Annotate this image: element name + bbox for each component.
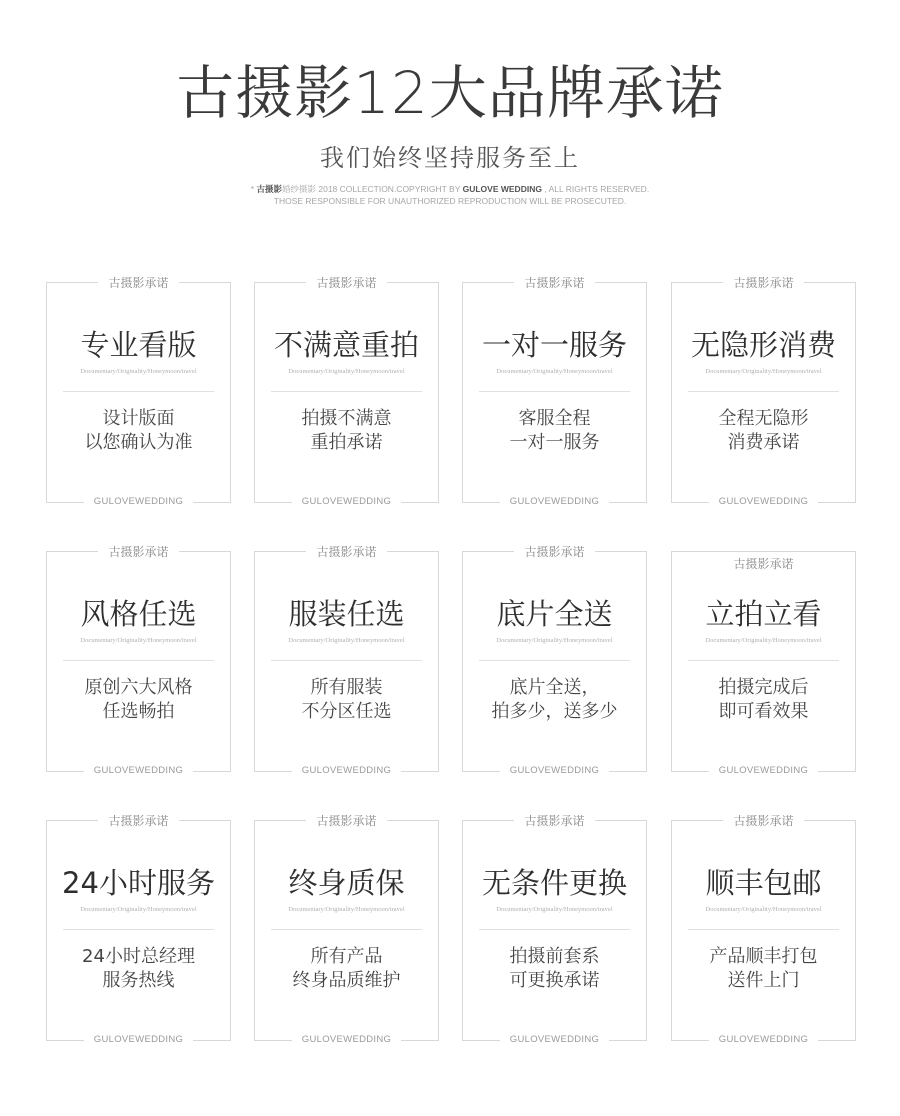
promise-card [462, 814, 647, 1045]
promise-card [671, 276, 856, 507]
card-english-tagline: Documentary/Originality/Honeymoon/travel [80, 637, 197, 644]
card-top-label: 古摄影承诺 [98, 814, 178, 828]
card-desc-line-2: 以您确认为准 [84, 432, 193, 453]
card-desc-line-1: 客服全程 [518, 408, 591, 429]
card-heading: 底片全送 [496, 597, 613, 631]
card-bottom-label: GULOVEWEDDING [500, 496, 609, 507]
card-top-label: 古摄影承诺 [723, 557, 803, 571]
card-bottom-label: GULOVEWEDDING [84, 765, 193, 776]
card-divider [688, 929, 839, 930]
card-desc-line-2: 拍多少，送多少 [491, 701, 618, 722]
card-bottom-label: GULOVEWEDDING [292, 1034, 401, 1045]
card-desc-line-1: 产品顺丰打包 [709, 946, 818, 967]
promise-card [46, 276, 231, 507]
card-desc-line-1: 拍摄前套系 [509, 946, 600, 967]
page-title: 古摄影12大品牌承诺 [176, 59, 724, 127]
card-desc-line-1: 所有服装 [310, 677, 383, 698]
card-desc-line-2: 一对一服务 [509, 432, 600, 453]
promise-card [46, 814, 231, 1045]
copyright-text-1: 婚纱摄影 2018 COLLECTION.COPYRIGHT BY [282, 184, 463, 194]
copyright-brand: 古摄影 [256, 184, 282, 194]
copyright-line-1 [0, 183, 900, 195]
promise-card [254, 814, 439, 1045]
card-desc-line-2: 任选畅拍 [102, 701, 175, 722]
card-top-label: 古摄影承诺 [514, 814, 594, 828]
card-heading: 无隐形消费 [690, 328, 836, 362]
card-english-tagline: Documentary/Originality/Honeymoon/travel [496, 906, 613, 913]
card-bottom-label: GULOVEWEDDING [500, 765, 609, 776]
card-desc-line-2: 终身品质维护 [292, 970, 401, 991]
card-desc-line-2: 重拍承诺 [310, 432, 383, 453]
card-english-tagline: Documentary/Originality/Honeymoon/travel [496, 368, 613, 375]
card-bottom-label: GULOVEWEDDING [292, 496, 401, 507]
card-heading: 无条件更换 [481, 866, 627, 900]
card-desc-line-1: 底片全送， [509, 677, 600, 698]
card-desc-line-2: 即可看效果 [718, 701, 809, 722]
card-divider [479, 660, 630, 661]
promise-card [671, 551, 856, 776]
card-desc-line-1: 所有产品 [310, 946, 383, 967]
card-divider [271, 391, 422, 392]
card-english-tagline: Documentary/Originality/Honeymoon/travel [80, 906, 197, 913]
card-heading: 不满意重拍 [273, 328, 419, 362]
card-desc-line-1: 拍摄不满意 [301, 408, 392, 429]
card-top-label: 古摄影承诺 [514, 276, 594, 290]
card-bottom-label: GULOVEWEDDING [709, 496, 818, 507]
card-top-label: 古摄影承诺 [723, 276, 803, 290]
card-bottom-label: GULOVEWEDDING [709, 1034, 818, 1045]
card-english-tagline: Documentary/Originality/Honeymoon/travel [80, 368, 197, 375]
card-bottom-label: GULOVEWEDDING [709, 765, 818, 776]
card-top-label: 古摄影承诺 [98, 545, 178, 559]
card-english-tagline: Documentary/Originality/Honeymoon/travel [705, 906, 822, 913]
card-divider [479, 391, 630, 392]
card-desc-line-1: 24小时总经理 [82, 946, 195, 967]
copyright-line-2: THOSE RESPONSIBLE FOR UNAUTHORIZED REPRODUCTION WILL BE PROSECUTED. [273, 196, 627, 206]
card-top-label: 古摄影承诺 [306, 276, 386, 290]
card-heading: 终身质保 [288, 866, 405, 900]
promise-card [462, 545, 647, 776]
card-bottom-label: GULOVEWEDDING [84, 1034, 193, 1045]
card-divider [271, 660, 422, 661]
card-bottom-label: GULOVEWEDDING [500, 1034, 609, 1045]
card-bottom-label: GULOVEWEDDING [84, 496, 193, 507]
card-divider [63, 660, 214, 661]
card-desc-line-1: 原创六大风格 [84, 677, 193, 698]
card-desc-line-2: 可更换承诺 [509, 970, 600, 991]
card-english-tagline: Documentary/Originality/Honeymoon/travel [496, 637, 613, 644]
promise-card [46, 545, 231, 776]
page-subtitle: 我们始终坚持服务至上 [320, 144, 580, 172]
card-heading: 专业看版 [80, 328, 197, 362]
promise-card [254, 545, 439, 776]
card-english-tagline: Documentary/Originality/Honeymoon/travel [705, 637, 822, 644]
card-desc-line-2: 送件上门 [727, 970, 800, 991]
card-desc-line-2: 服务热线 [102, 970, 175, 991]
card-divider [688, 391, 839, 392]
card-divider [271, 929, 422, 930]
card-divider [688, 660, 839, 661]
copyright-mark: * [250, 184, 255, 194]
promise-card [671, 814, 856, 1045]
card-english-tagline: Documentary/Originality/Honeymoon/travel [705, 368, 822, 375]
card-heading: 一对一服务 [481, 328, 627, 362]
promise-card [462, 276, 647, 507]
card-desc-line-2: 消费承诺 [727, 432, 800, 453]
card-bottom-label: GULOVEWEDDING [292, 765, 401, 776]
card-desc-line-1: 设计版面 [102, 408, 175, 429]
card-desc-line-2: 不分区任选 [301, 701, 392, 722]
copyright-notice [0, 183, 900, 207]
card-top-label: 古摄影承诺 [723, 814, 803, 828]
copyright-company: GULOVE WEDDING [462, 184, 542, 194]
card-desc-line-1: 全程无隐形 [718, 408, 809, 429]
card-divider [63, 929, 214, 930]
card-english-tagline: Documentary/Originality/Honeymoon/travel [288, 368, 405, 375]
card-heading: 顺丰包邮 [705, 866, 822, 900]
copyright-text-2: , ALL RIGHTS RESERVED. [541, 184, 650, 194]
card-top-label: 古摄影承诺 [306, 545, 386, 559]
card-divider [479, 929, 630, 930]
promise-card [254, 276, 439, 507]
card-english-tagline: Documentary/Originality/Honeymoon/travel [288, 906, 405, 913]
card-top-label: 古摄影承诺 [514, 545, 594, 559]
card-desc-line-1: 拍摄完成后 [718, 677, 809, 698]
card-heading: 风格任选 [80, 597, 197, 631]
card-divider [63, 391, 214, 392]
card-heading: 24小时服务 [62, 866, 215, 900]
card-heading: 服装任选 [288, 597, 405, 631]
card-top-label: 古摄影承诺 [306, 814, 386, 828]
card-top-label: 古摄影承诺 [98, 276, 178, 290]
card-english-tagline: Documentary/Originality/Honeymoon/travel [288, 637, 405, 644]
card-heading: 立拍立看 [705, 597, 822, 631]
